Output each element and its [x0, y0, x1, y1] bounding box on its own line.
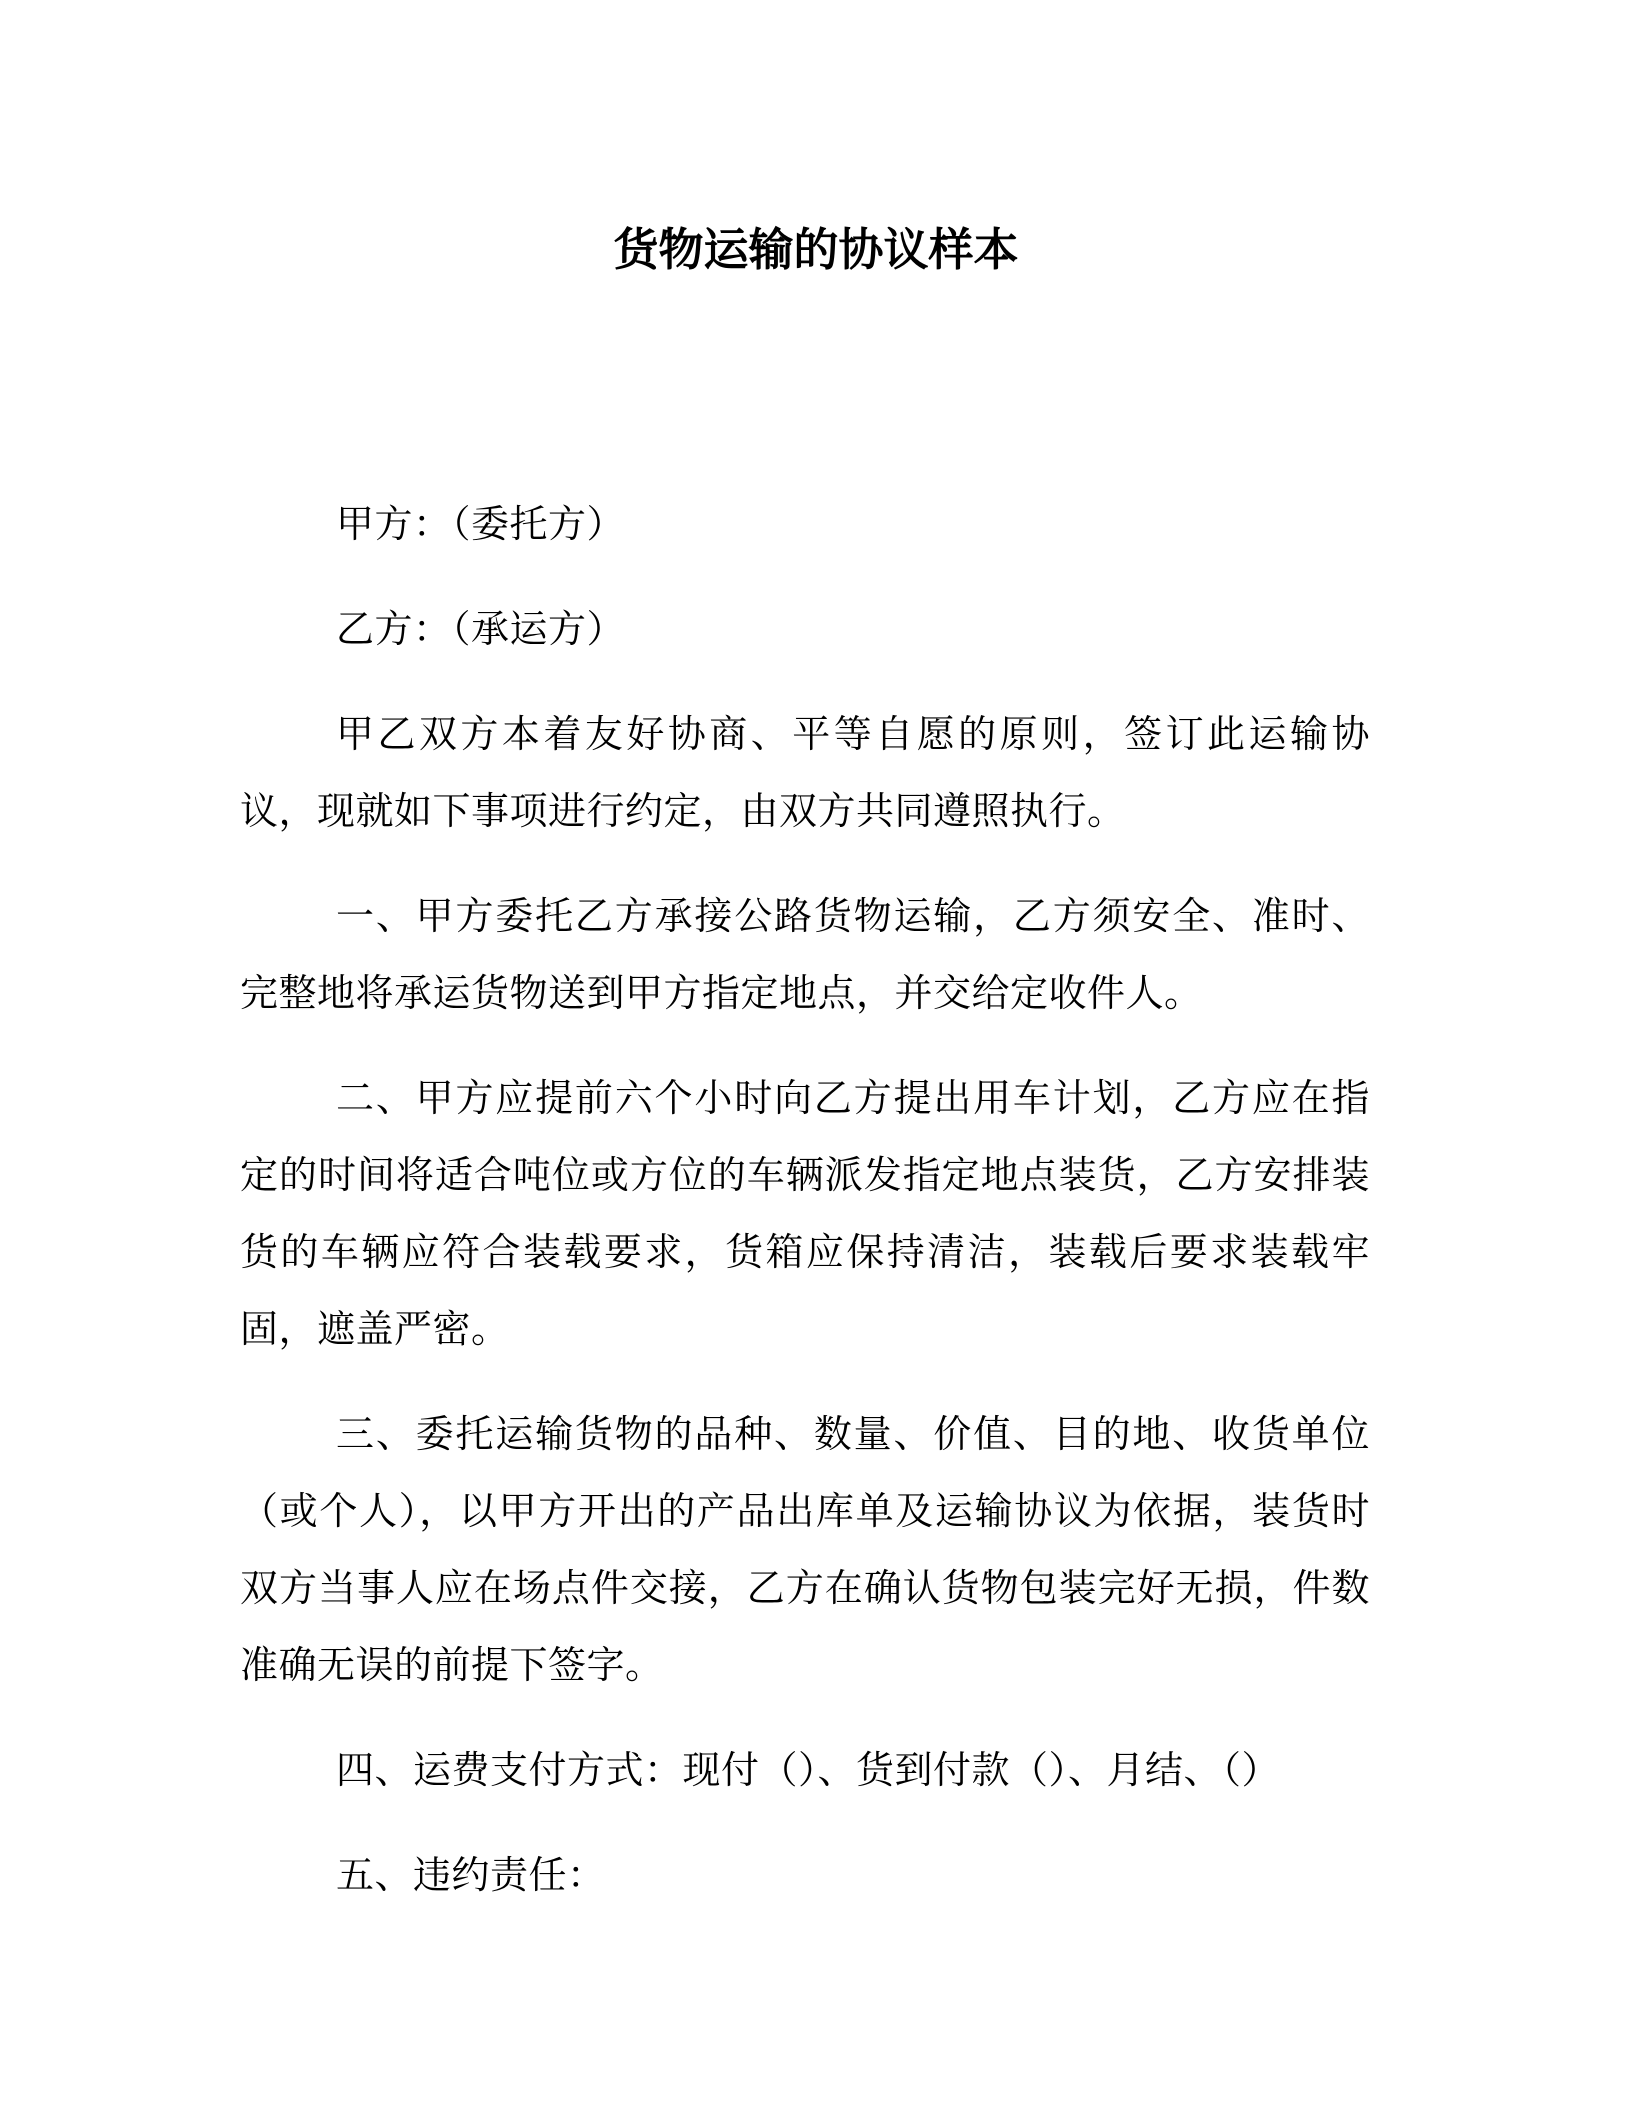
clause-5-heading: 五、违约责任： — [336, 1853, 606, 1897]
document-body — [240, 486, 1370, 1914]
preamble-paragraph: 甲乙双方本着友好协商、平等自愿的原则，签订此运输协议，现就如下事项进行约定，由双方共同遵照执行。 — [240, 712, 1370, 833]
party-a-line: 甲方：（委托方） — [336, 502, 626, 546]
clause-2-paragraph: 二、甲方应提前六个小时向乙方提出用车计划，乙方应在指定的时间将适合吨位或方位的车辆派发指定地点装货，乙方安排装货的车辆应符合装载要求，货箱应保持清洁，装载后要求装载牢固，遮盖严密。 — [240, 1076, 1370, 1351]
document-title: 货物运输的协议样本 — [613, 223, 1019, 276]
clause-3-paragraph: 三、委托运输货物的品种、数量、价值、目的地、收货单位（或个人），以甲方开出的产品出库单及运输协议为依据，装货时双方当事人应在场点件交接，乙方在确认货物包装完好无损，件数准确无误的前提下签字。 — [240, 1412, 1370, 1687]
clause-4-paragraph: 四、运费支付方式：现付（）、货到付款（）、月结、（） — [336, 1748, 1281, 1792]
party-b-line: 乙方：（承运方） — [336, 607, 626, 651]
clause-1-paragraph: 一、甲方委托乙方承接公路货物运输，乙方须安全、准时、完整地将承运货物送到甲方指定地点，并交给定收件人。 — [240, 894, 1370, 1015]
